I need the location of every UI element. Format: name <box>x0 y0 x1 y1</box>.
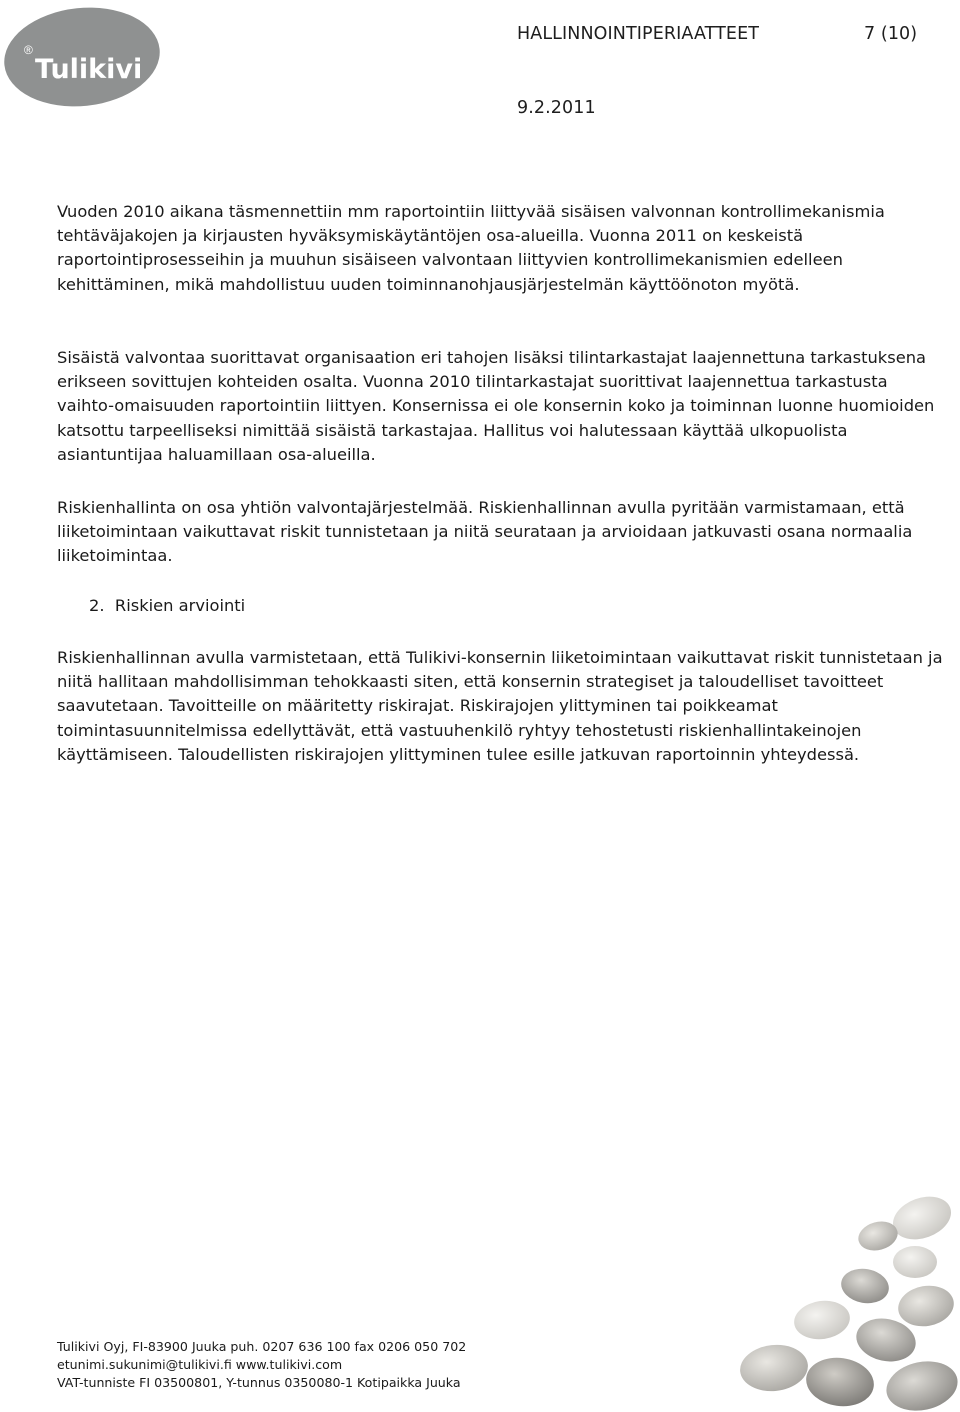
svg-text:®: ® <box>24 43 33 57</box>
stone-shape <box>893 1246 937 1278</box>
stone-shape <box>792 1297 853 1342</box>
footer-address-line: Tulikivi Oyj, FI-83900 Juuka puh. 0207 636 100 fax 0206 050 702 <box>57 1339 467 1354</box>
stone-shape <box>882 1355 960 1412</box>
paragraph: Vuoden 2010 aikana täsmennettiin mm raportointiin liittyvää sisäisen valvonnan kontrollimekanismia tehtäväjakojen ja kirjausten hyväksymiskäytäntöjen osa-alueilla. Vuonna 2011 on keskeistä raportointiprosesseihin ja muuhun sisäiseen valvontaan liittyvien kontrollimekanismien edelleen kehittäminen, mikä mahdollistuu uuden toiminnanohjausjärjestelmän käyttöönoton myötä. <box>57 202 885 294</box>
stone-shape <box>803 1354 877 1411</box>
paragraph-risk-management <box>57 496 947 569</box>
paragraph: Riskienhallinta on osa yhtiön valvontajärjestelmää. Riskienhallinnan avulla pyritään varmistamaan, että liiketoimintaan vaikuttavat riskit tunnistetaan ja niitä seurataan ja arvioidaan jatkuvasti osana normaalia liiketoimintaa. <box>57 498 913 566</box>
paragraph: Sisäistä valvontaa suorittavat organisaation eri tahojen lisäksi tilintarkastajat laajennettuna tarkastuksena erikseen sovittujen kohteiden osalta. Vuonna 2010 tilintarkastajat suorittivat laajennettua tarkastusta vaihto-omaisuuden raportointiin liittyen. Konsernissa ei ole konsernin koko ja toiminnan luonne huomioiden katsottu tarpeelliseksi nimittää sisäistä tarkastajaa. Hallitus voi halutessaan käyttää ulkopuolista asiantuntijaa haluamillaan osa-alueilla. <box>57 348 935 464</box>
footer-contact-line: etunimi.sukunimi@tulikivi.fi www.tulikivi.com <box>57 1357 343 1373</box>
paragraph-risk-assessment <box>57 646 947 767</box>
document-title: HALLINNOINTIPERIAATTEET <box>517 24 760 44</box>
paragraph: Riskienhallinnan avulla varmistetaan, että Tulikivi-konsernin liiketoimintaan vaikuttavat riskit tunnistetaan ja niitä hallitaan mahdollisimman tehokkaasti siten, että konsernin strategiset ja taloudelliset tavoitteet saavutetaan. Tavoitteille on määritetty riskirajat. Riskirajojen ylittyminen tai poikkeamat toimintasuunnitelmissa edellyttävät, että vastuuhenkilö ryhtyy tehostetusti riskienhallintakeinojen käyttämiseen. Taloudellisten riskirajojen ylittyminen tulee esille jatkuvan raportoinnin yhteydessä. <box>57 648 943 764</box>
footer <box>57 1338 466 1393</box>
section-heading-risk-assessment: 2. Riskien arviointi <box>89 596 246 615</box>
page-number: 7 (10) <box>864 24 918 44</box>
paragraph-internal-control-2010 <box>57 200 947 297</box>
paragraph-internal-audit <box>57 346 947 467</box>
tulikivi-logo <box>2 2 162 108</box>
document-date: 9.2.2011 <box>517 98 596 118</box>
stone-shape <box>887 1190 957 1247</box>
stone-shape <box>838 1265 891 1307</box>
stone-shape <box>738 1342 810 1395</box>
logo-text: Tulikivi <box>35 54 143 85</box>
decorative-stones-image <box>690 1190 960 1412</box>
stone-shape <box>895 1281 957 1330</box>
footer-registration-line: VAT-tunniste FI 03500801, Y-tunnus 0350080-1 Kotipaikka Juuka <box>57 1375 461 1391</box>
